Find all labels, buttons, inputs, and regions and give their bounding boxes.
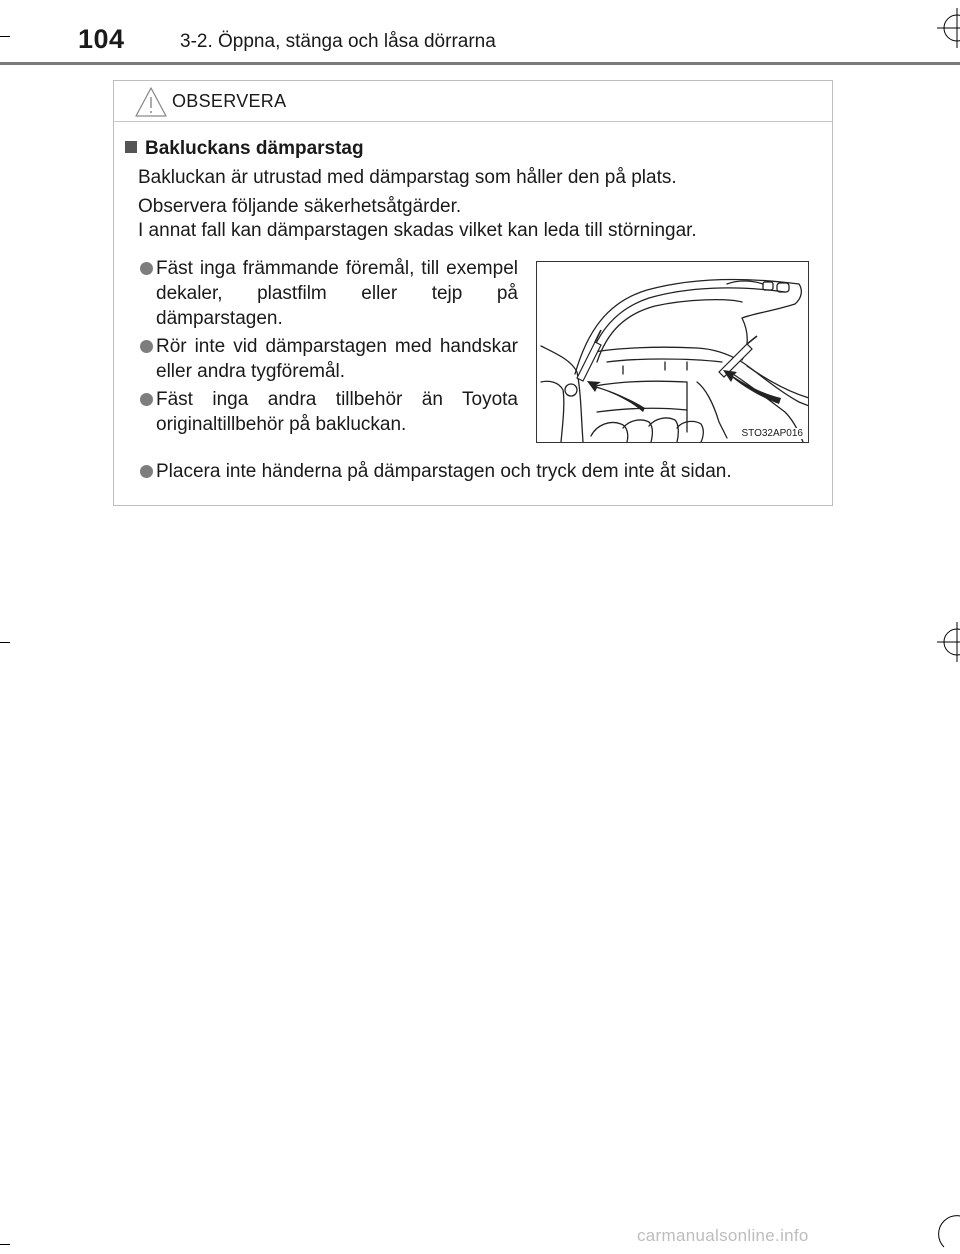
- bullet-text: Fäst inga andra tillbehör än Toyota originaltillbehör på bakluckan.: [156, 389, 518, 435]
- notice-header: [114, 81, 832, 122]
- warning-triangle-icon: [134, 86, 168, 118]
- bullet-text: Rör inte vid dämparstagen med handskar eller andra tygföremål.: [156, 336, 518, 382]
- square-bullet-icon: [125, 141, 137, 153]
- paragraph-2-line-2: I annat fall kan dämparstagen skadas vilket kan leda till störningar.: [138, 220, 697, 241]
- subheading-text: Bakluckans dämparstag: [145, 138, 364, 159]
- bullet-item: [140, 256, 518, 331]
- watermark: carmanualsonline.info: [637, 1226, 809, 1245]
- notice-label: OBSERVERA: [172, 91, 287, 111]
- bullet-dot-icon: [140, 262, 153, 275]
- notice-box: [113, 80, 833, 506]
- subheading: [125, 138, 364, 160]
- bullet-text: Placera inte händerna på dämparstagen och tryck dem inte åt sidan.: [156, 461, 732, 482]
- bullet-item: [140, 334, 518, 384]
- section-title: 3-2. Öppna, stänga och låsa dörrarna: [180, 31, 496, 52]
- bullet-item: [140, 387, 518, 437]
- registration-mark-icon: [937, 1214, 960, 1254]
- crop-tick: [0, 36, 10, 37]
- bullet-dot-icon: [140, 465, 153, 478]
- open-tailgate-drawing: [537, 262, 809, 443]
- crop-tick: [0, 1244, 10, 1245]
- page-number: 104: [78, 24, 125, 54]
- paragraph-2-line-1: Observera följande säkerhetsåtgärder.: [138, 196, 462, 217]
- figure-code: STO32AP016: [741, 428, 803, 439]
- bullet-text: Fäst inga främmande föremål, till exempel dekaler, plastfilm eller tejp på dämparstagen.: [156, 258, 518, 329]
- registration-mark-icon: [937, 8, 960, 48]
- tailgate-strut-illustration: [536, 261, 809, 443]
- bullet-item: [140, 459, 732, 484]
- bullet-dot-icon: [140, 340, 153, 353]
- header-rule: [0, 62, 960, 65]
- bullet-dot-icon: [140, 393, 153, 406]
- paragraph-1: Bakluckan är utrustad med dämparstag som håller den på plats.: [138, 167, 677, 188]
- crop-tick: [0, 642, 10, 643]
- registration-mark-icon: [937, 622, 960, 662]
